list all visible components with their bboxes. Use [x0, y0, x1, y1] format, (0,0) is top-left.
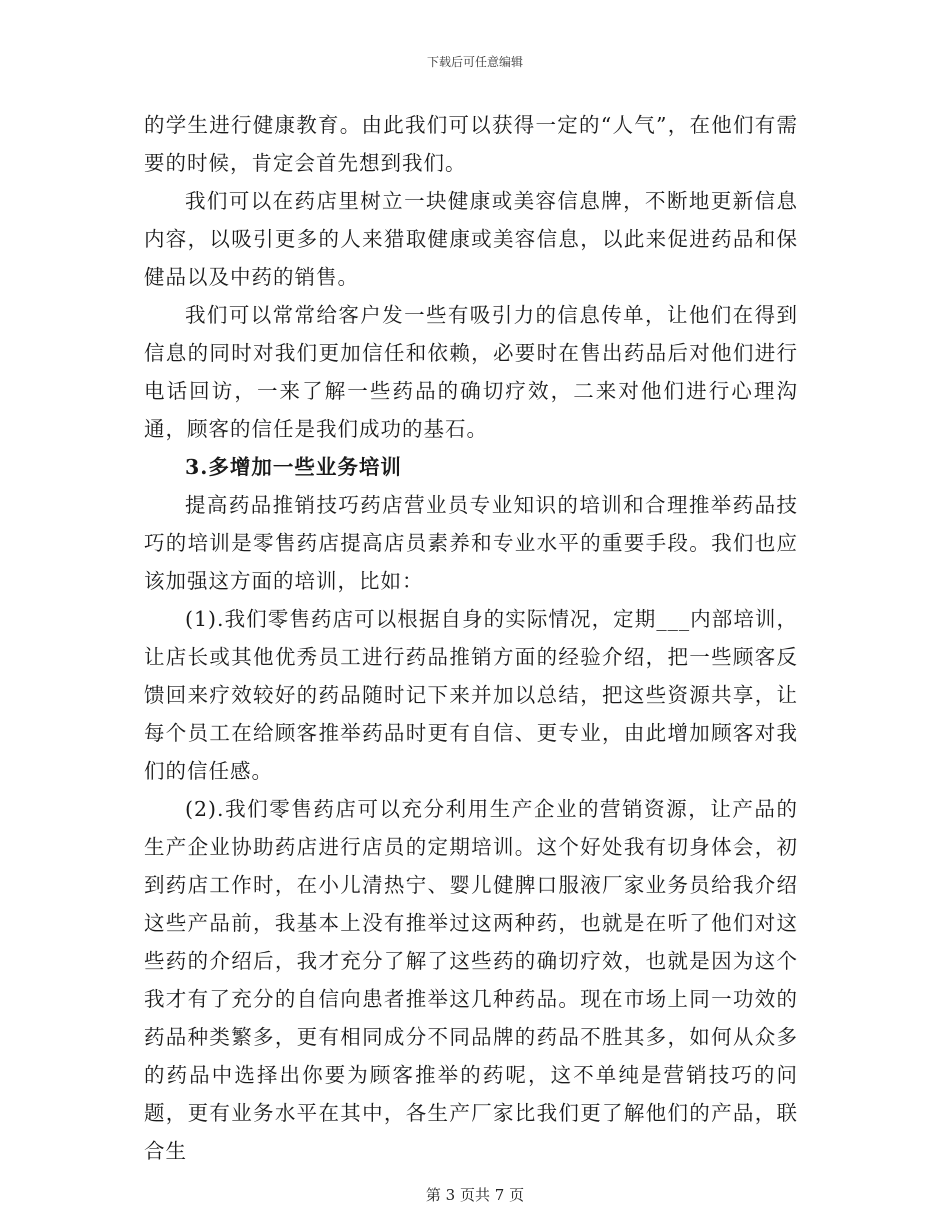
- paragraph-3: 我们可以常常给客户发一些有吸引力的信息传单，让他们在得到信息的同时对我们更加信任和依赖，必要时在售出药品后对他们进行电话回访，一来了解一些药品的确切疗效，二来对他们进行心理沟通，顾客的信任是我们成功的基石。: [144, 303, 798, 441]
- page-number-footer: 第 3 页共 7 页: [425, 1186, 525, 1204]
- paragraph-4: 提高药品推销技巧药店营业员专业知识的培训和合理推举药品技巧的培训是零售药店提高店员素养和专业水平的重要手段。我们也应该加强这方面的培训，比如：: [144, 493, 798, 593]
- paragraph-6: (2).我们零售药店可以充分利用生产企业的营销资源，让产品的生产企业协助药店进行店员的定期培训。这个好处我有切身体会，初到药店工作时，在小儿清热宁、婴儿健脾口服液厂家业务员给我介绍这些产品前，我基本上没有推举过这两种药，也就是在听了他们对这些药的介绍后，我才充分了解了这些药的确切疗效，也就是因为这个我才有了充分的自信向患者推举这几种药品。现在市场上同一功效的药品种类繁多，更有相同成分不同品牌的药品不胜其多，如何从众多的药品中选择出你要为顾客推举的药呢，这不单纯是营销技巧的问题，更有业务水平在其中，各生产厂家比我们更了解他们的产品，联合生: [144, 797, 798, 1163]
- document-body: [144, 106, 798, 1170]
- page-header: 下载后可任意编辑: [426, 55, 523, 69]
- paragraph-2: 我们可以在药店里树立一块健康或美容信息牌，不断地更新信息内容，以吸引更多的人来猎取健康或美容信息，以此来促进药品和保健品以及中药的销售。: [144, 189, 798, 289]
- section-heading: 3.多增加一些业务培训: [185, 455, 402, 479]
- paragraph-5: (1).我们零售药店可以根据自身的实际情况，定期___内部培训，让店长或其他优秀员工进行药品推销方面的经验介绍，把一些顾客反馈回来疗效较好的药品随时记下来并加以总结，把这些资源共享，让每个员工在给顾客推举药品时更有自信、更专业，由此增加顾客对我们的信任感。: [144, 607, 798, 783]
- paragraph-1: 的学生进行健康教育。由此我们可以获得一定的“人气”，在他们有需要的时候，肯定会首先想到我们。: [144, 113, 798, 175]
